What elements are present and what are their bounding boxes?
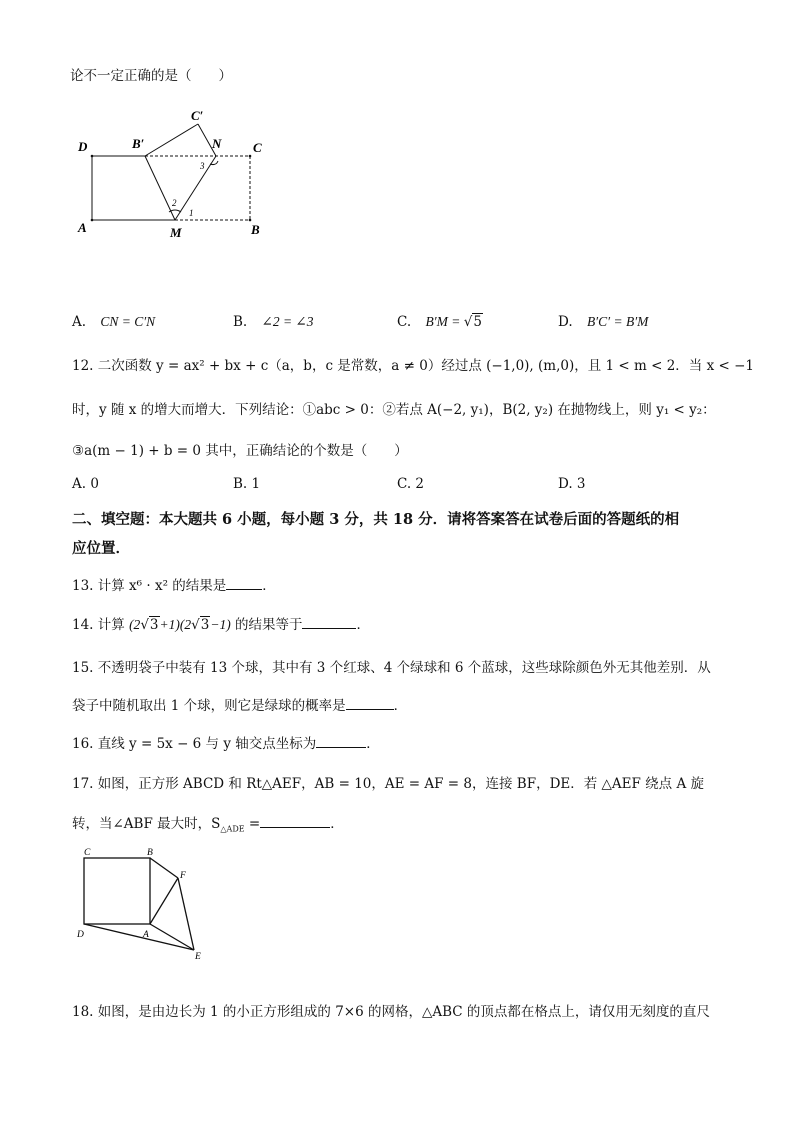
option-radicand: 5 [473,314,482,330]
edge-MN [175,156,216,220]
label-A: A [78,220,87,235]
option-letter: C. [397,314,412,330]
q11-figure [70,104,280,246]
section-heading-line2: 应位置． [72,540,130,557]
q15-answer-blank[interactable] [346,697,394,710]
label-angle-1: 1 [189,208,194,218]
sqrt-sign-icon: √ [140,617,149,633]
section-heading-line1: 二、填空题：本大题共 6 小题，每小题 3 分，共 18 分．请将答案答在试卷后面的答题纸的相 [72,511,680,528]
q12-option-d[interactable]: D. 3 [558,476,586,492]
fig17-label-D: D [77,930,84,940]
fig17-label-C: C [84,848,91,858]
fig17-label-A: A [143,930,149,940]
label-B-prime: B′ [132,136,145,151]
sqrt-sign-icon: √ [463,314,473,330]
q17-figure [74,846,214,962]
label-N: N [212,136,222,151]
option-text: ∠2 = ∠3 [261,314,314,329]
fig17-label-F: F [180,871,186,881]
q11-tail-text: 论不一定正确的是（ ） [70,68,232,84]
q14-expr-part: −1) [210,617,231,632]
q17-subscript: △ADE [220,824,245,834]
edge-B1C1 [145,124,198,156]
q11-option-d[interactable] [558,314,648,330]
q17-answer-blank[interactable] [260,815,330,828]
option-letter: B. [233,314,248,330]
q14-radicand: 3 [200,617,210,633]
q14-text-post: 的结果等于 [234,617,303,633]
q14-end: ． [356,617,370,633]
sqrt-sign-icon: √ [191,617,200,633]
segment-DE [84,924,194,950]
label-angle-2: 2 [172,198,177,208]
q11-option-a[interactable] [72,314,155,330]
q14-expr-part: (2 [129,617,141,632]
q14 [72,613,370,633]
label-angle-3: 3 [200,161,205,171]
q15-line2 [72,694,407,714]
segment-AE [150,924,194,950]
option-letter: D. [558,314,573,330]
q12-line2: 时，y 随 x 的增大而增大．下列结论：①abc > 0：②若点 A(−2, y₁)，B(2, y₂) 在抛物线上，则 y₁ < y₂： [72,402,716,418]
q14-expr-part: +1)(2 [159,617,192,632]
q11-option-b[interactable] [233,314,314,330]
label-B: B [251,222,260,237]
square-ABCD [84,858,150,924]
q15-text: 袋子中随机取出 1 个球，则它是绿球的概率是 [72,698,346,714]
label-C-prime: C′ [191,108,204,123]
q14-answer-blank[interactable] [302,616,356,629]
q14-text: 14. 计算 [72,617,125,633]
q12-option-b[interactable]: B. 1 [233,476,261,492]
q16-end: ． [366,736,380,752]
q16 [72,732,380,752]
q17-end: ． [330,816,344,832]
q17-text: 转，当∠ABF 最大时，S [72,816,221,832]
q15-end: ． [393,698,408,714]
label-D: D [78,139,88,154]
label-C: C [253,140,262,155]
q11-option-c[interactable] [397,314,483,330]
q17-line2 [72,812,344,834]
segment-BF [150,858,178,878]
q12-option-c[interactable]: C. 2 [397,476,425,492]
option-text: B′M = [425,314,464,329]
q13-answer-blank[interactable] [226,577,262,590]
q12-line3: ③a(m − 1) + b = 0 其中，正确结论的个数是（ ） [72,443,408,459]
q13-text: 13. 计算 x⁶ · x² 的结果是 [72,578,227,594]
option-text: B′C′ = B′M [586,314,649,329]
q14-radicand: 3 [149,617,159,633]
segment-FE [178,878,194,950]
q12-option-a[interactable]: A. 0 [72,476,99,492]
label-M: M [170,225,182,240]
option-text: CN = C′N [100,314,156,329]
q17-equals: = [244,816,261,832]
segment-AF [150,878,178,924]
fig17-label-E: E [195,952,201,962]
q18-line1: 18. 如图，是由边长为 1 的小正方形组成的 7×6 的网格，△ABC 的顶点都在格点上，请仅用无刻度的直尺 [72,1004,710,1020]
q15-line1: 15. 不透明袋子中装有 13 个球，其中有 3 个红球、4 个绿球和 6 个蓝球，这些球除颜色外无其他差别．从 [72,660,711,676]
q16-text: 16. 直线 y = 5x − 6 与 y 轴交点坐标为 [72,736,317,752]
q13-end: ． [262,578,276,594]
fig17-label-B: B [147,848,153,858]
q17-line1: 17. 如图，正方形 ABCD 和 Rt△AEF，AB = 10，AE = AF = 8，连接 BF，DE．若 △AEF 绕点 A 旋 [72,776,705,792]
q13 [72,574,276,594]
edge-B1M [145,156,175,220]
q12-line1: 12. 二次函数 y = ax² + bx + c（a，b，c 是常数，a ≠ 0）经过点 (−1,0), (m,0)，且 1 < m < 2．当 x < −1 [72,358,754,374]
option-letter: A. [72,314,87,330]
q16-answer-blank[interactable] [316,735,366,748]
